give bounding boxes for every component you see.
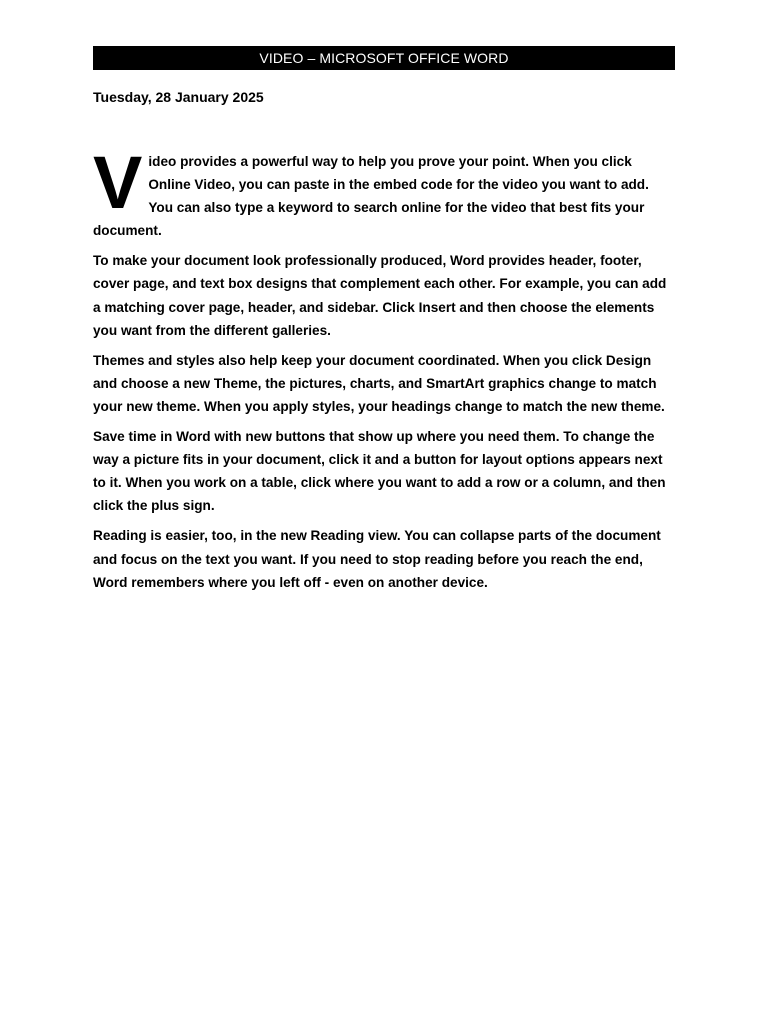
paragraph-4: Save time in Word with new buttons that show up where you need them. To change the way a picture fits in your document, click it and a button for layout options appears next to it. When you work on a table, click where you want to add a row or a column, and then click the plus sign. — [93, 429, 666, 514]
paragraph-2: To make your document look professionally produced, Word provides header, footer, cover page, and text box designs that complement each other. For example, you can add a matching cover page, header, and sidebar. Click Insert and then choose the elements you want from the different galleries. — [93, 253, 667, 338]
document-page — [93, 46, 675, 601]
drop-cap-letter: V — [93, 141, 143, 224]
document-date: Tuesday, 28 January 2025 — [93, 89, 264, 105]
document-body — [93, 141, 675, 594]
paragraph-5: Reading is easier, too, in the new Reading view. You can collapse parts of the document and focus on the text you want. If you need to stop reading before you reach the end, Word remembers where you left off - even on another device. — [93, 528, 661, 590]
paragraph-1-text: ideo provides a powerful way to help you prove your point. When you click Online Video, you can paste in the embed code for the video you want to add. You can also type a keyword to search online for the video that best fits your document. — [93, 154, 649, 239]
paragraph-1 — [93, 141, 675, 242]
document-title-bar: VIDEO – MICROSOFT OFFICE WORD — [93, 46, 675, 70]
paragraph-3: Themes and styles also help keep your document coordinated. When you click Design and choose a new Theme, the pictures, charts, and SmartArt graphics change to match your new theme. When you apply styles, your headings change to match the new theme. — [93, 352, 665, 414]
